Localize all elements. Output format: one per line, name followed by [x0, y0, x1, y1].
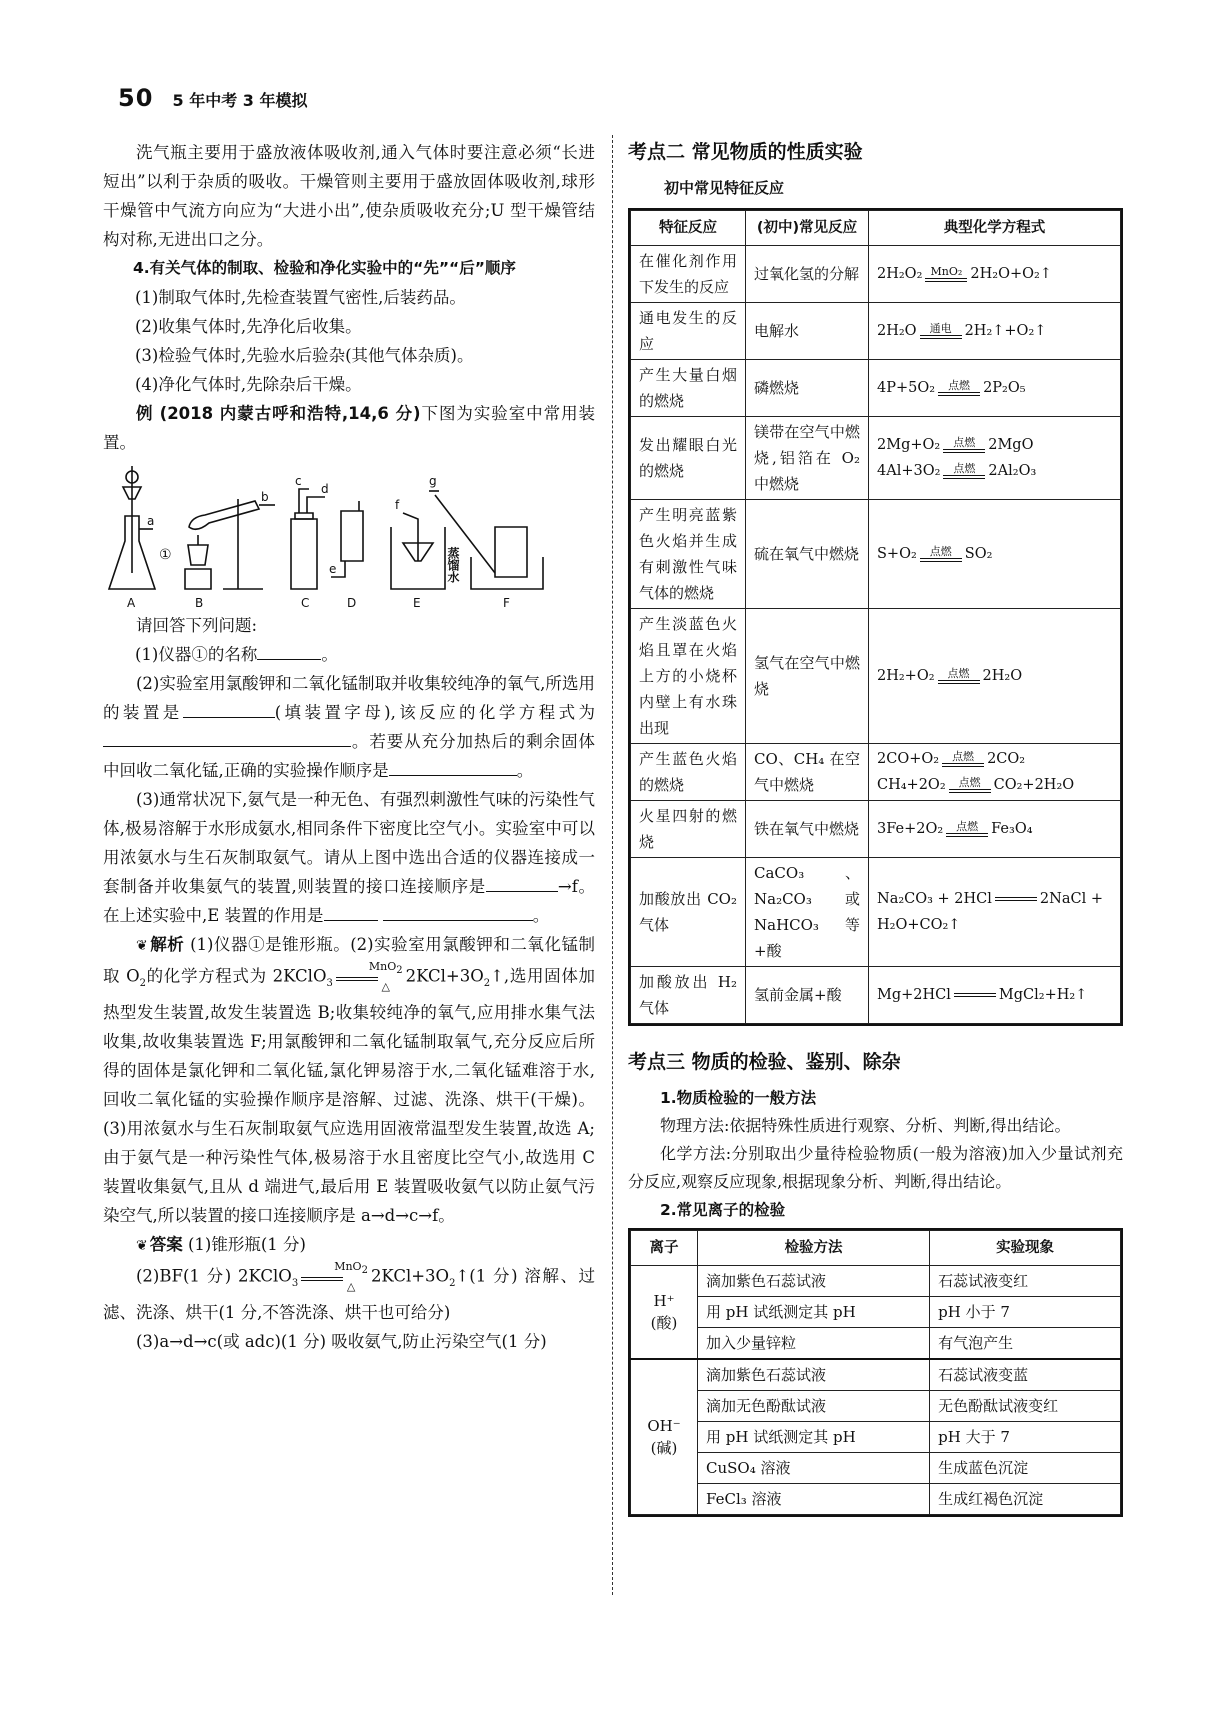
- col-result: 实验现象: [930, 1231, 1121, 1266]
- answer-blank[interactable]: [103, 728, 351, 747]
- table-row: CuSO₄ 溶液 生成蓝色沉淀: [631, 1453, 1121, 1484]
- question-1: (1)仪器①的名称 。: [103, 640, 595, 669]
- port-e: e: [329, 562, 337, 576]
- port-f: f: [395, 498, 400, 512]
- heading-ion-tests: 2.常见离子的检验: [660, 1201, 786, 1219]
- answer-tag: ❦ 答案: [136, 1234, 183, 1254]
- table-1-caption: 初中常见特征反应: [664, 179, 785, 197]
- table-row: OH⁻ (碱) 滴加紫色石蕊试液 石蕊试液变蓝: [631, 1359, 1121, 1391]
- table-row: 火星四射的燃烧 铁在氧气中燃烧 3Fe+2O₂ 点燃 Fe₃O₄: [631, 801, 1121, 858]
- question-2: (2)实验室用氯酸钾和二氧化锰制取并收集较纯净的氧气,所选用的装置是 (填装置字母),该反应的化学方程式为。若要从充分加热后的剩余固体中回收二氧化锰,正确的实验操作顺序是 。: [103, 674, 596, 780]
- table-row: FeCl₃ 溶液 生成红褐色沉淀: [631, 1484, 1121, 1515]
- question-3: (3)通常状况下,氨气是一种无色、有强烈刺激性气味的污染性气体,极易溶解于水形成氨水,相同条件下密度比空气小。实验室中可以用浓氨水与生石灰制取氨气。请从上图中选出合适的仪器连接成一套制备并收集氨气的装置,则装置的接口连接顺序是 →f。在上述实验中,E 装置的作用是 。: [103, 790, 595, 925]
- label-e: E: [413, 596, 421, 610]
- port-g: g: [429, 474, 437, 488]
- answer-blank[interactable]: [486, 873, 558, 892]
- label-f: F: [503, 596, 510, 610]
- port-c: c: [295, 474, 302, 488]
- answer: ❦ 答案 (1)锥形瓶(1 分): [136, 1234, 306, 1254]
- label-b: B: [195, 596, 204, 610]
- port-b: b: [261, 490, 269, 504]
- answer-2: (2)BF(1 分) 2KClO$_3$ MnO$_2$ △ $2KCl+3O_2↑(1$ 分) 溶解、过滤、洗涤、烘干(1 分,不答洗涤、烘干也可给分): [103, 1259, 596, 1322]
- paragraph-drying: 洗气瓶主要用于盛放液体吸收剂,通入气体时要注意必须“长进短出”以利于杂质的吸收。干燥管则主要用于盛放固体吸收剂,球形干燥管中气流方向应为“大进小出”,使杂质吸收充分;U 型干燥管结构对称,无进出口之分。: [103, 143, 595, 249]
- step-3: (3)检验气体时,先验水后验杂(其他气体杂质)。: [135, 346, 474, 365]
- table-row: 用 pH 试纸测定其 pH pH 小于 7: [631, 1297, 1121, 1328]
- example-tag: 例: [136, 404, 154, 423]
- table-row: 加酸放出 CO₂ 气体 CaCO₃、Na₂CO₃ 或 NaHCO₃ 等+酸 Na₂CO₃ + 2HCl 2NaCl + H₂O+CO₂↑: [631, 858, 1121, 967]
- chemical-method: 化学方法:分别取出少量待检验物质(一般为溶液)加入少量试剂充分反应,观察反应现象,根据现象分析、判断,得出结论。: [628, 1144, 1123, 1191]
- table-row: 通电发生的反应 电解水 2H₂O 通电 2H₂↑+O₂↑: [631, 303, 1121, 360]
- example-intro: [103, 399, 595, 457]
- ion-table-wrap: [628, 1228, 1123, 1517]
- marker-1: ①: [159, 547, 172, 563]
- col-equation: 典型化学方程式: [869, 211, 1121, 246]
- table-row: 加酸放出 H₂ 气体 氢前金属+酸 Mg+2HCl MgCl₂+H₂↑: [631, 967, 1121, 1024]
- left-column: [103, 138, 595, 1356]
- section-2-title: 考点二 常见物质的性质实验: [628, 141, 863, 163]
- apparatus-figure: [103, 461, 595, 611]
- col-method: 检验方法: [698, 1231, 930, 1266]
- answer-blank[interactable]: [183, 699, 275, 718]
- port-a: a: [147, 514, 155, 528]
- reaction-arrow: MnO$_2$ △: [336, 961, 403, 993]
- ion-h: H⁺ (酸): [631, 1266, 698, 1360]
- label-d: D: [347, 596, 357, 610]
- col-feature: 特征反应: [631, 211, 746, 246]
- table-row: 用 pH 试纸测定其 pH pH 大于 7: [631, 1422, 1121, 1453]
- step-4: (4)净化气体时,先除杂后干燥。: [135, 375, 362, 394]
- answer-3: (3)a→d→c(或 adc)(1 分) 吸收氨气,防止污染空气(1 分): [136, 1331, 547, 1351]
- leaf-icon: ❦: [136, 938, 148, 954]
- step-2: (2)收集气体时,先净化后收集。: [135, 317, 362, 336]
- analysis: ❦ 解析 (1)仪器①是锥形瓶。(2)实验室用氯酸钾和二氧化锰制取 $O_2$的化学方程式为 2KClO$_3$ MnO$_2$ △ $2KCl+3O_2↑$,选用固体加热型发生装置,故发生装置选 B;收集较纯净的氧气,应用排水集气法收集,故收集装置选 F;用氯酸钾和二氧化锰制取氧气,充分反应后所得的固体是氯化钾和二氧化锰,氯化钾易溶于水,二氧化锰难溶于水,回收二氧化锰的实验操作顺序是溶解、过滤、洗涤、烘干(干燥)。(3)用浓氨水与生石灰制取氨气应选用固液常温型发生装置,故选 A;由于氨气是一种污染性气体,极易溶于水且密度比空气小,故选用 C 装置收集氨气,且从 d 端进气,最后用 E 装置吸收氨气以防止氨气污染空气,所以装置的接口连接顺序是 a→d→c→f。: [103, 935, 596, 1225]
- table-header-row: [631, 211, 1121, 246]
- table-row: 加入少量锌粒 有气泡产生: [631, 1328, 1121, 1360]
- example-text: 下图为实验室中常用装置。: [103, 404, 596, 452]
- ion-table: [630, 1230, 1121, 1515]
- table-row: 在催化剂作用下发生的反应 过氧化氢的分解 2H₂O₂ MnO₂ 2H₂O+O₂↑: [631, 246, 1121, 303]
- answer-blank[interactable]: [324, 902, 378, 921]
- table-row: 发出耀眼白光的燃烧 镁带在空气中燃烧,铝箔在 O₂ 中燃烧 2Mg+O₂ 点燃 2MgO 4Al+3O₂ 点燃 2Al₂O₃: [631, 417, 1121, 500]
- answer-blank[interactable]: [389, 757, 517, 776]
- table-row: 产生明亮蓝紫色火焰并生成有刺激性气味气体的燃烧 硫在氧气中燃烧 S+O₂ 点燃 SO₂: [631, 500, 1121, 609]
- question-intro: 请回答下列问题:: [136, 616, 258, 635]
- reaction-arrow: MnO$_2$ △: [301, 1261, 368, 1293]
- step-1: (1)制取气体时,先检查装置气密性,后装药品。: [135, 288, 466, 307]
- ion-oh: OH⁻ (碱): [631, 1359, 698, 1515]
- section-3-title: 考点三 物质的检验、鉴别、除杂: [628, 1051, 901, 1073]
- leaf-icon: ❦: [136, 1237, 148, 1254]
- reaction-table-wrap: [628, 208, 1123, 1026]
- column-divider: [612, 135, 613, 1595]
- heading-order: 4.有关气体的制取、检验和净化实验中的“先”“后”顺序: [133, 259, 516, 277]
- table-row: 产生大量白烟的燃烧 磷燃烧 4P+5O₂ 点燃 2P₂O₅: [631, 360, 1121, 417]
- col-reaction: (初中)常见反应: [746, 211, 869, 246]
- table-row: 产生淡蓝色火焰且罩在火焰上方的小烧杯内壁上有水珠出现 氢气在空气中燃烧 2H₂+O₂ 点燃 2H₂O: [631, 609, 1121, 744]
- answer-blank[interactable]: [257, 641, 321, 660]
- table-row: 滴加无色酚酞试液 无色酚酞试液变红: [631, 1391, 1121, 1422]
- right-column: [628, 138, 1123, 1517]
- port-d: d: [321, 482, 329, 496]
- analysis-tag: ❦ 解析: [136, 935, 185, 954]
- example-source: (2018 内蒙古呼和浩特,14,6 分): [159, 404, 421, 423]
- distilled-water-label: 蒸馏水: [446, 547, 460, 583]
- physical-method: 物理方法:依据特殊性质进行观察、分析、判断,得出结论。: [660, 1116, 1071, 1135]
- table-row: H⁺ (酸) 滴加紫色石蕊试液 石蕊试液变红: [631, 1266, 1121, 1297]
- book-title: 5 年中考 3 年模拟: [172, 91, 308, 110]
- reaction-table: [630, 210, 1121, 1024]
- page-header: [118, 84, 307, 112]
- apparatus-drawing: [103, 461, 595, 611]
- table-header-row: [631, 1231, 1121, 1266]
- col-ion: 离子: [631, 1231, 698, 1266]
- table-row: 产生蓝色火焰的燃烧 CO、CH₄ 在空气中燃烧 2CO+O₂ 点燃 2CO₂ CH₄+2O₂ 点燃 CO₂+2H₂O: [631, 744, 1121, 801]
- heading-general-method: 1.物质检验的一般方法: [660, 1089, 817, 1107]
- label-c: C: [301, 596, 310, 610]
- answer-blank[interactable]: [383, 902, 533, 921]
- label-a: A: [127, 596, 136, 610]
- page-number: 50: [118, 84, 154, 112]
